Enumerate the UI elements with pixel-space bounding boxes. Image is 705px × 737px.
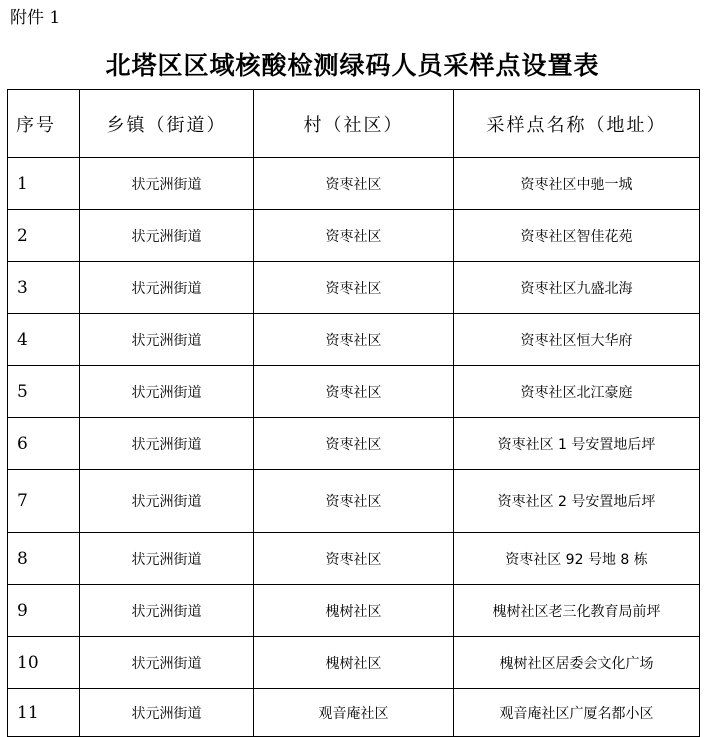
table-row — [8, 210, 700, 262]
cell-serial-number: 5 — [8, 366, 80, 418]
cell-site-name: 资枣社区北江豪庭 — [454, 366, 700, 418]
cell-site-name: 资枣社区 1 号安置地后坪 — [454, 418, 700, 470]
document-title: 北塔区区域核酸检测绿码人员采样点设置表 — [105, 51, 600, 80]
cell-site-name: 资枣社区 92 号地 8 栋 — [454, 533, 700, 585]
cell-township: 状元洲街道 — [80, 637, 254, 689]
cell-village: 观音庵社区 — [254, 689, 454, 737]
cell-township: 状元洲街道 — [80, 366, 254, 418]
cell-site-name: 资枣社区中驰一城 — [454, 158, 700, 210]
header-site-name: 采样点名称（地址） — [454, 90, 700, 158]
table-row — [8, 689, 700, 737]
cell-site-name: 槐树社区老三化教育局前坪 — [454, 585, 700, 637]
table-row — [8, 533, 700, 585]
table-row — [8, 366, 700, 418]
sampling-sites-table — [7, 89, 700, 737]
cell-serial-number: 9 — [8, 585, 80, 637]
cell-village: 资枣社区 — [254, 314, 454, 366]
table-row — [8, 585, 700, 637]
cell-serial-number: 10 — [8, 637, 80, 689]
table-row — [8, 470, 700, 533]
cell-serial-number: 1 — [8, 158, 80, 210]
table-row — [8, 158, 700, 210]
cell-township: 状元洲街道 — [80, 262, 254, 314]
table-row — [8, 418, 700, 470]
cell-village: 槐树社区 — [254, 585, 454, 637]
cell-site-name: 资枣社区恒大华府 — [454, 314, 700, 366]
table-header-row — [8, 90, 700, 158]
cell-site-name: 槐树社区居委会文化广场 — [454, 637, 700, 689]
cell-township: 状元洲街道 — [80, 418, 254, 470]
cell-serial-number: 7 — [8, 470, 80, 533]
cell-township: 状元洲街道 — [80, 158, 254, 210]
table-body — [8, 158, 700, 737]
cell-township: 状元洲街道 — [80, 210, 254, 262]
cell-township: 状元洲街道 — [80, 470, 254, 533]
header-township: 乡镇（街道） — [80, 90, 254, 158]
cell-serial-number: 2 — [8, 210, 80, 262]
cell-village: 槐树社区 — [254, 637, 454, 689]
cell-village: 资枣社区 — [254, 210, 454, 262]
cell-site-name: 资枣社区智佳花苑 — [454, 210, 700, 262]
table-row — [8, 637, 700, 689]
cell-village: 资枣社区 — [254, 366, 454, 418]
cell-township: 状元洲街道 — [80, 314, 254, 366]
cell-village: 资枣社区 — [254, 158, 454, 210]
header-village: 村（社区） — [254, 90, 454, 158]
table-row — [8, 262, 700, 314]
cell-serial-number: 6 — [8, 418, 80, 470]
attachment-label: 附件 1 — [10, 8, 61, 28]
header-serial-number: 序号 — [8, 90, 80, 158]
cell-village: 资枣社区 — [254, 533, 454, 585]
cell-site-name: 观音庵社区广厦名都小区 — [454, 689, 700, 737]
cell-serial-number: 8 — [8, 533, 80, 585]
cell-township: 状元洲街道 — [80, 689, 254, 737]
cell-serial-number: 4 — [8, 314, 80, 366]
cell-village: 资枣社区 — [254, 418, 454, 470]
cell-township: 状元洲街道 — [80, 533, 254, 585]
cell-serial-number: 3 — [8, 262, 80, 314]
cell-township: 状元洲街道 — [80, 585, 254, 637]
table-row — [8, 314, 700, 366]
cell-village: 资枣社区 — [254, 262, 454, 314]
cell-serial-number: 11 — [8, 689, 80, 737]
cell-site-name: 资枣社区九盛北海 — [454, 262, 700, 314]
cell-site-name: 资枣社区 2 号安置地后坪 — [454, 470, 700, 533]
cell-village: 资枣社区 — [254, 470, 454, 533]
